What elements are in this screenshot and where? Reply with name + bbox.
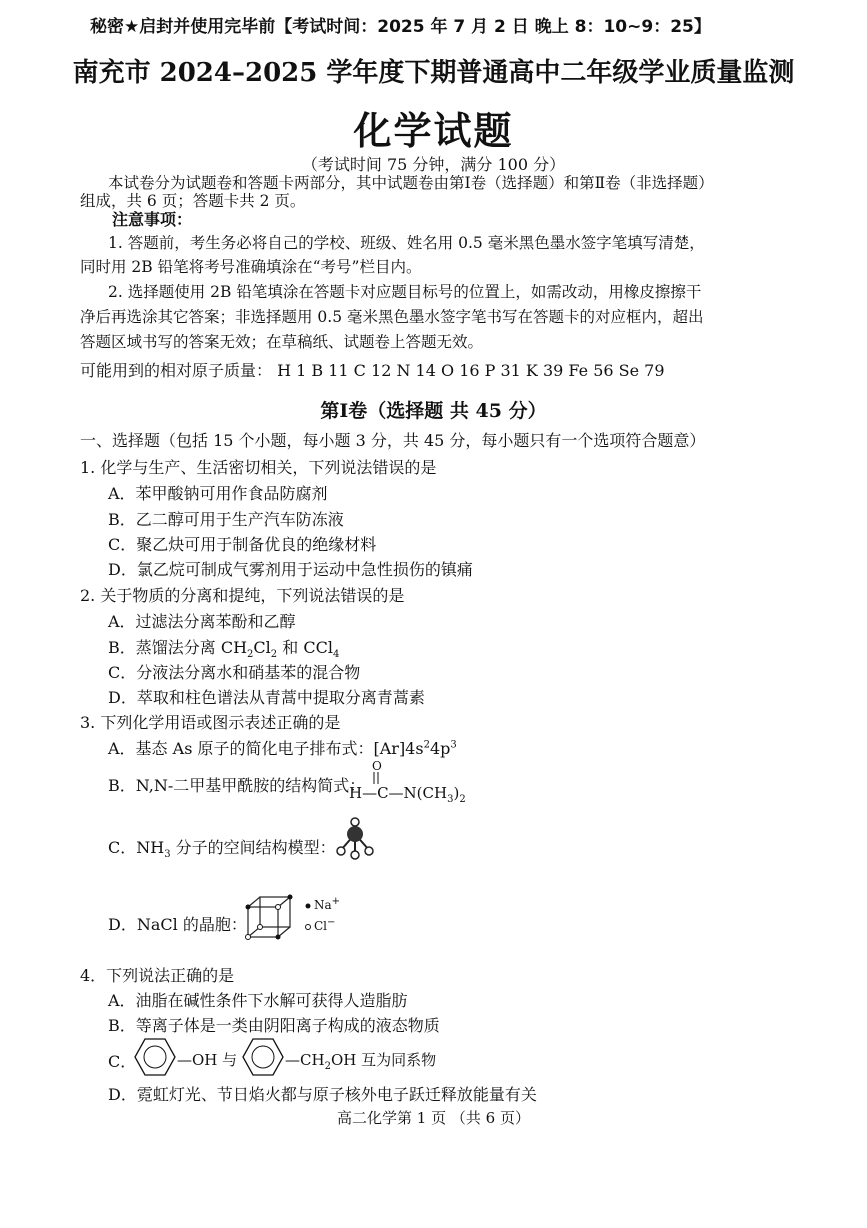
cl-ion-legend-icon	[305, 924, 313, 932]
q3-b-oxygen: O	[372, 759, 382, 773]
notice-item-2-line-2: 净后再选涂其它答案；非选择题用 0.5 毫米黑色墨水签字笔书写在答题卡的对应框内，超出	[80, 308, 704, 326]
subject-title: 化学试题	[353, 108, 514, 153]
q3-b-structure: $H—C—N(CH_3)_2$	[349, 784, 466, 805]
benzene-ring-icon-2	[243, 1037, 287, 1077]
q2-option-a: A．过滤法分离苯酚和乙醇	[108, 612, 296, 631]
q3-option-a: A．基态 As 原子的简化电子排布式：$[Ar]4s^24p^3$	[108, 739, 457, 758]
q3-stem: 3. 下列化学用语或图示表述正确的是	[80, 713, 341, 732]
q2-option-b: B．蒸馏法分离 $CH_2Cl_2$ 和 CCl$_4$	[108, 638, 340, 661]
part-title: 一、选择题（包括 15 个小题，每小题 3 分，共 45 分，每小题只有一个选项符合题意）	[80, 431, 706, 450]
exam-title: 南充市 2024–2025 学年度下期普通高中二年级学业质量监测	[72, 58, 795, 88]
q3-option-b: B．N,N-二甲基甲酰胺的结构简式：	[108, 776, 366, 795]
q3-option-c: C．$NH_3$ 分子的空间结构模型：	[108, 838, 336, 861]
intro-line-2: 组成，共 6 页；答题卡共 2 页。	[80, 192, 306, 210]
q4-c-phenol: —OH 与	[177, 1051, 238, 1069]
notice-item-2-line-3: 答题区域书写的答案无效；在草稿纸、试题卷上答题无效。	[80, 333, 484, 351]
q4-option-b: B．等离子体是一类由阴阳离子构成的液态物质	[108, 1016, 440, 1035]
q1-option-c: C．聚乙炔可用于制备优良的绝缘材料	[108, 535, 377, 554]
page-footer: 高二化学第 1 页 （共 6 页）	[337, 1109, 530, 1127]
section-title: 第Ⅰ卷（选择题 共 45 分）	[320, 400, 547, 422]
na-ion-legend-icon	[305, 903, 313, 911]
exam-info: （考试时间 75 分钟，满分 100 分）	[301, 155, 566, 174]
benzene-ring-icon	[135, 1037, 179, 1077]
q2-option-c: C．分液法分离水和硝基苯的混合物	[108, 663, 361, 682]
q3-option-d: D．NaCl 的晶胞：	[108, 915, 247, 934]
q4-option-c-label: C．	[108, 1052, 137, 1071]
notice-item-1-line-1: 1. 答题前，考生务必将自己的学校、班级、姓名用 0.5 毫米黑色墨水签字笔填写清楚，	[108, 234, 705, 252]
notice-item-1-line-2: 同时用 2B 铅笔将考号准确填涂在“考号”栏目内。	[80, 258, 422, 276]
secret-line: 秘密★启封并使用完毕前【考试时间：2025 年 7 月 2 日 晚上 8：10~9：25】	[90, 17, 711, 37]
atomic-masses: 可能用到的相对原子质量： H 1 B 11 C 12 N 14 O 16 P 31 K 39 Fe 56 Se 79	[80, 361, 665, 380]
q4-c-benzyl-alcohol: $—CH_2OH$ 互为同系物	[285, 1051, 437, 1072]
notice-heading: 注意事项：	[112, 210, 193, 229]
na-ion-label: Na+	[314, 896, 341, 912]
q2-option-d: D．萃取和柱色谱法从青蒿中提取分离青蒿素	[108, 688, 425, 707]
cl-ion-label: Cl−	[314, 917, 336, 933]
q4-stem: 4．下列说法正确的是	[80, 966, 235, 985]
q1-option-a: A．苯甲酸钠可用作食品防腐剂	[108, 484, 328, 503]
q4-option-d: D．霓虹灯光、节日焰火都与原子核外电子跃迁释放能量有关	[108, 1085, 537, 1104]
notice-item-2-line-1: 2. 选择题使用 2B 铅笔填涂在答题卡对应题目标号的位置上，如需改动，用橡皮擦擦干	[108, 283, 702, 301]
q1-option-d: D．氯乙烷可制成气雾剂用于运动中急性损伤的镇痛	[108, 560, 473, 579]
nh3-model-icon	[335, 818, 385, 868]
nacl-unit-cell-icon	[246, 895, 296, 945]
q4-option-a: A．油脂在碱性条件下水解可获得人造脂肪	[108, 991, 408, 1010]
q1-stem: 1. 化学与生产、生活密切相关，下列说法错误的是	[80, 458, 437, 477]
intro-line-1: 本试卷分为试题卷和答题卡两部分，其中试题卷由第Ⅰ卷（选择题）和第Ⅱ卷（非选择题）	[108, 174, 714, 192]
q2-stem: 2. 关于物质的分离和提纯，下列说法错误的是	[80, 586, 405, 605]
q1-option-b: B．乙二醇可用于生产汽车防冻液	[108, 510, 344, 529]
